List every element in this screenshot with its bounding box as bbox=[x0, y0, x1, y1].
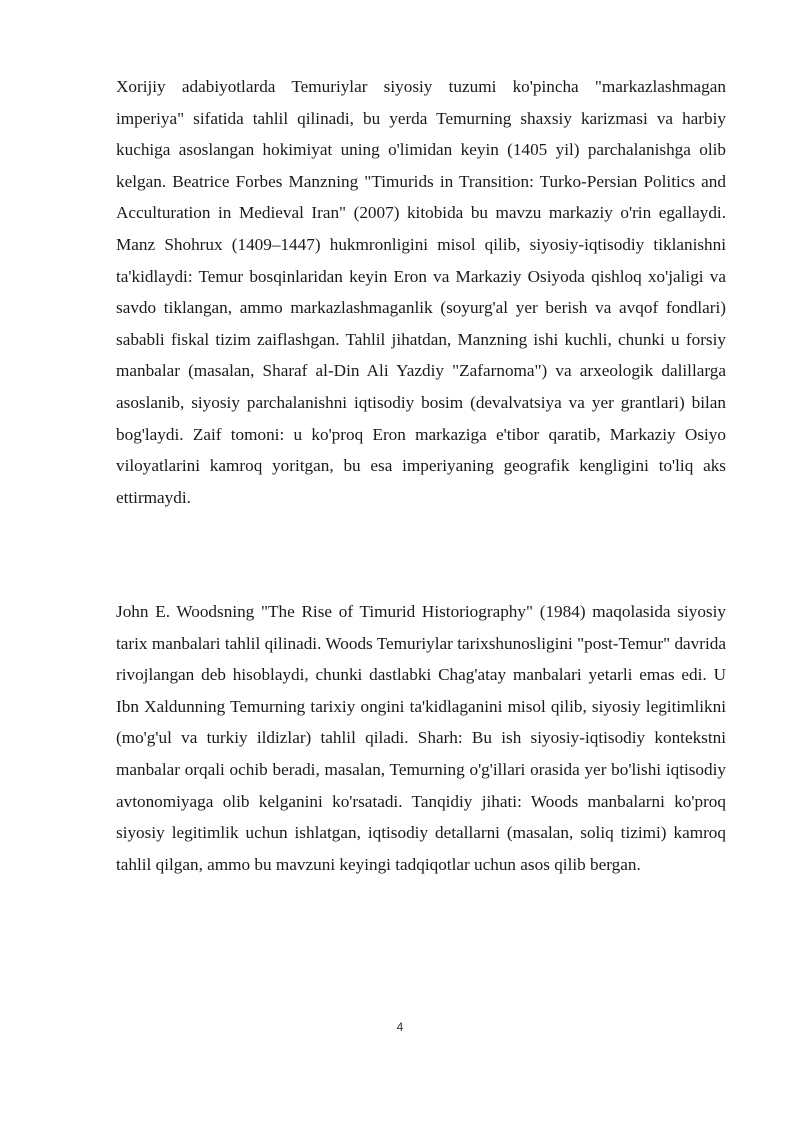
paragraph-manz: Xorijiy adabiyotlarda Temuriylar siyosiy tuzumi ko'pincha "markazlashmagan imperiya" sifatida tahlil qilinadi, bu yerda Temurning shaxsiy karizmasi va harbiy kuchiga asoslangan hokimiyat uning o'limidan keyin (1405 yil) parchalanishga olib kelgan. Beatrice Forbes Manzning "Timurids in Transition: Turko-Persian Politics and Acculturation in Medieval Iran" (2007) kitobida bu mavzu markaziy o'rin egallaydi. Manz Shohrux (1409–1447) hukmronligini misol qilib, siyosiy-iqtisodiy tiklanishni ta'kidlaydi: Temur bosqinlaridan keyin Eron va Markaziy Osiyoda qishloq xo'jaligi va savdo tiklangan, ammo markazlashmaganlik (soyurg'al yer berish va avqof fondlari) sababli fiskal tizim zaiflashgan. Tahlil jihatdan, Manzning ishi kuchli, chunki u forsiy manbalar (masalan, Sharaf al-Din Ali Yazdiy "Zafarnoma") va arxeologik dalillarga asoslanib, siyosiy parchalanishni iqtisodiy bosim (devalvatsiya va yer grantlari) bilan bog'laydi. Zaif tomoni: u ko'proq Eron markaziga e'tibor qaratib, Markaziy Osiyo viloyatlarini kamroq yoritgan, bu esa imperiyaning geografik kengligini to'liq aks ettirmaydi. bbox=[116, 77, 726, 507]
page-number: 4 bbox=[396, 1020, 404, 1034]
paragraph-woods: John E. Woodsning "The Rise of Timurid Historiography" (1984) maqolasida siyosiy tarix manbalari tahlil qilinadi. Woods Temuriylar tarixshunosligini "post-Temur" davrida rivojlangan deb hisoblaydi, chunki dastlabki Chag'atay manbalari yetarli emas edi. U Ibn Xaldunning Temurning tarixiy ongini ta'kidlaganini misol qilib, siyosiy legitimlikni (mo'g'ul va turkiy ildizlar) tahlil qiladi. Sharh: Bu ish siyosiy-iqtisodiy kontekstni manbalar orqali ochib beradi, masalan, Temurning o'g'illari orasida yer bo'lishi iqtisodiy avtonomiyaga olib kelganini ko'rsatadi. Tanqidiy jihati: Woods manbalarni ko'proq siyosiy legitimlik uchun ishlatgan, iqtisodiy detallarni (masalan, soliq tizimi) kamroq tahlil qilgan, ammo bu mavzuni keyingi tadqiqotlar uchun asos qilib bergan. bbox=[116, 602, 726, 874]
